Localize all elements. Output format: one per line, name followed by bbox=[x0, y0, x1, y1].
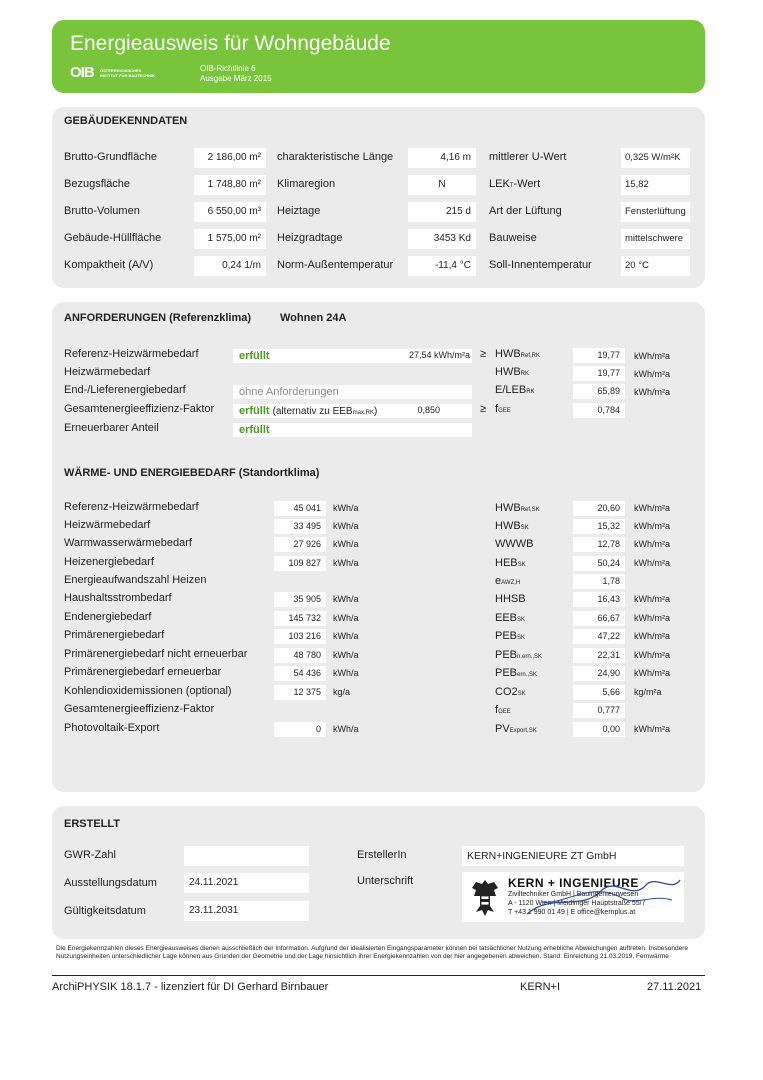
gueltigkeitsdatum-label: Gültigkeitsdatum bbox=[64, 905, 146, 917]
waerme-symbol bbox=[495, 686, 526, 698]
waerme-unit-m2: kWh/m²a bbox=[634, 613, 670, 623]
waerme-value-m2[interactable]: 22,31 bbox=[573, 648, 625, 663]
waerme-value[interactable]: 35 905 bbox=[274, 592, 326, 607]
geb-label-text: LEK bbox=[489, 178, 510, 190]
waerme-symbol bbox=[495, 557, 526, 569]
waerme-unit: kWh/a bbox=[333, 503, 359, 513]
anf-symbol-sub: RK bbox=[526, 389, 535, 395]
waerme-unit-m2: kWh/m²a bbox=[634, 594, 670, 604]
geb-value[interactable]: 15,82 bbox=[621, 175, 690, 195]
waerme-value[interactable]: 145 732 bbox=[274, 611, 326, 626]
waerme-symbol-text: PEB bbox=[495, 630, 518, 642]
waerme-label: Haushaltsstrombedarf bbox=[64, 592, 172, 604]
stamp-line1: Ziviltechniker GmbH | Bauingenieurwesen bbox=[508, 891, 639, 898]
footer-divider bbox=[52, 975, 705, 976]
waerme-symbol bbox=[495, 593, 526, 605]
richtlinie-info bbox=[200, 64, 272, 84]
oib-logo bbox=[70, 64, 155, 84]
geb-value[interactable]: 20 °C bbox=[621, 256, 690, 276]
waerme-value[interactable]: 109 827 bbox=[274, 556, 326, 571]
waerme-symbol-text: PEB bbox=[495, 667, 518, 679]
waerme-label: Primärenergiebedarf erneuerbar bbox=[64, 666, 222, 678]
anf-status-field[interactable] bbox=[233, 385, 472, 399]
waerme-value-m2[interactable]: 50,24 bbox=[573, 556, 625, 571]
geb-value[interactable]: N bbox=[408, 175, 476, 195]
waerme-unit: kWh/a bbox=[333, 631, 359, 641]
anf-status-field[interactable] bbox=[233, 423, 472, 437]
waerme-value[interactable]: 12 375 bbox=[274, 685, 326, 700]
waerme-label: Heizenergiebedarf bbox=[64, 556, 154, 568]
anf-symbol-text: HWB bbox=[495, 366, 521, 378]
waerme-unit-m2: kWh/m²a bbox=[634, 650, 670, 660]
waerme-symbol-text: HWB bbox=[495, 502, 521, 514]
waerme-symbol-sub: Ref,SK bbox=[520, 507, 540, 513]
anf-label: Referenz-Heizwärmebedarf bbox=[64, 348, 199, 360]
geb-label-text: mittlerer U-Wert bbox=[489, 151, 567, 163]
waerme-value-m2[interactable]: 0,777 bbox=[573, 703, 625, 718]
waerme-symbol bbox=[495, 538, 533, 550]
footer-software: ArchiPHYSIK 18.1.7 - lizenziert für DI Gerhard Birnbauer bbox=[52, 981, 329, 993]
gwr-field[interactable] bbox=[184, 846, 309, 866]
waerme-unit: kWh/a bbox=[333, 650, 359, 660]
anf-symbol bbox=[495, 403, 511, 415]
waerme-unit-m2: kWh/m²a bbox=[634, 631, 670, 641]
waerme-value-m2[interactable]: 0,00 bbox=[573, 722, 625, 737]
waerme-value-m2[interactable]: 5,66 bbox=[573, 685, 625, 700]
footer-company: KERN+I bbox=[520, 981, 561, 993]
waerme-symbol bbox=[495, 667, 537, 679]
geb-label: Heiztage bbox=[277, 205, 321, 217]
ge-symbol: ≥ bbox=[480, 403, 487, 415]
waerme-label: Heizwärmebedarf bbox=[64, 519, 151, 531]
anf-symbol bbox=[495, 348, 540, 360]
waerme-unit-m2: kWh/m²a bbox=[634, 724, 670, 734]
waerme-unit-m2: kWh/m²a bbox=[634, 503, 670, 513]
waerme-unit-m2: kWh/m²a bbox=[634, 539, 670, 549]
gwr-label: GWR-Zahl bbox=[64, 849, 116, 861]
waerme-unit-m2: kWh/m²a bbox=[634, 558, 670, 568]
geb-value[interactable]: Fensterlüftung bbox=[621, 202, 690, 222]
waerme-label: Photovoltaik-Export bbox=[64, 722, 160, 734]
waerme-value[interactable]: 0 bbox=[274, 722, 326, 737]
waerme-value[interactable]: 48 780 bbox=[274, 648, 326, 663]
waerme-symbol bbox=[495, 520, 529, 532]
anf-symbol bbox=[495, 366, 529, 378]
waerme-label: Endenergiebedarf bbox=[64, 611, 152, 623]
waerme-value-m2[interactable]: 12,78 bbox=[573, 537, 625, 552]
richtlinie: OIB-Richtlinie 6 bbox=[200, 64, 256, 73]
waerme-value[interactable]: 33 495 bbox=[274, 519, 326, 534]
waerme-symbol-text: EEB bbox=[495, 612, 518, 624]
anf-symbol-sub: GEE bbox=[498, 408, 511, 414]
waerme-symbol bbox=[495, 612, 525, 624]
ausstellungsdatum-field[interactable]: 24.11.2021 bbox=[184, 873, 309, 893]
geb-value[interactable]: mittelschwere bbox=[621, 229, 690, 249]
waerme-symbol-text: WWWB bbox=[495, 538, 534, 550]
geb-value[interactable]: 1 575,00 m² bbox=[194, 229, 266, 249]
document-title: Energieausweis für Wohngebäude bbox=[70, 32, 391, 55]
geb-label bbox=[489, 151, 566, 163]
waerme-value-m2[interactable]: 15,32 bbox=[573, 519, 625, 534]
waerme-symbol-text: HEB bbox=[495, 557, 518, 569]
geb-value[interactable]: 2 186,00 m² bbox=[194, 148, 266, 168]
stamp-line2: A - 1120 Wien | Meidlinger Hauptstraße 55/7 bbox=[508, 900, 646, 907]
anf-status: erfüllt bbox=[239, 405, 270, 417]
waerme-label: Gesamtenergieeffizienz-Faktor bbox=[64, 703, 215, 715]
waerme-symbol-sub: SK bbox=[517, 635, 526, 641]
geb-value[interactable]: 1 748,80 m² bbox=[194, 175, 266, 195]
geb-label: Bezugsfläche bbox=[64, 178, 131, 190]
waerme-unit: kWh/a bbox=[333, 521, 359, 531]
geb-label: Kompaktheit (A/V) bbox=[64, 259, 154, 271]
waerme-symbol bbox=[495, 575, 520, 587]
geb-value[interactable]: 0,325 W/m²K bbox=[621, 148, 690, 168]
stamp-line3: T +43 1 990 01 49 | E office@kernplus.at bbox=[508, 909, 636, 916]
waerme-unit-m2: kg/m²a bbox=[634, 687, 662, 697]
waerme-symbol-text: PEB bbox=[495, 649, 518, 661]
header-banner bbox=[52, 20, 705, 93]
anf-unit: kWh/m²a bbox=[634, 369, 670, 379]
anf-alt-end: ) bbox=[373, 406, 378, 417]
anf-alt-sub: max,RK bbox=[352, 410, 374, 416]
handwritten-signature bbox=[522, 872, 682, 922]
disclaimer-footnote: Die Energiekennzahlen dieses Energieausweises dienen ausschließlich der Information. Aufgrund der idealisierten Eingangsparameter können bei tatsächlicher Nutzung erhebliche Abweichungen auftreten. Insbesondere Nutzungseinheiten unterschiedlicher Lage können aus Gründen der Geometrie und der Lage hinsichtlich ihrer Energiekennzahlen von der hier angegebenen abweichen. Stand: Einreichung 21.03.2019, Fernwärme bbox=[56, 945, 688, 960]
anf-requirement: 27,54 kWh/m²a bbox=[408, 350, 470, 360]
anf-symbol bbox=[495, 384, 535, 396]
geb-label-text: Art der Lüftung bbox=[489, 205, 562, 217]
waerme-symbol-sub: AWZ,H bbox=[501, 580, 521, 586]
waerme-symbol bbox=[495, 649, 542, 661]
waerme-unit: kWh/a bbox=[333, 668, 359, 678]
waerme-unit: kWh/a bbox=[333, 539, 359, 549]
waerme-symbol-text: f bbox=[495, 704, 499, 716]
waerme-symbol-text: e bbox=[495, 575, 502, 587]
anf-label: Erneuerbarer Anteil bbox=[64, 422, 159, 434]
geb-label: charakteristische Länge bbox=[277, 151, 394, 163]
waerme-unit: kWh/a bbox=[333, 613, 359, 623]
waerme-value[interactable]: 27 926 bbox=[274, 537, 326, 552]
ausgabe: Ausgabe März 2015 bbox=[200, 74, 272, 83]
waerme-label: Primärenergiebedarf nicht erneuerbar bbox=[64, 648, 248, 660]
signature-stamp bbox=[462, 872, 684, 922]
waerme-unit: kg/a bbox=[333, 687, 351, 697]
anf-value[interactable]: 19,77 bbox=[573, 348, 625, 363]
waerme-symbol-sub: SK bbox=[517, 617, 526, 623]
waerme-symbol-text: PV bbox=[495, 723, 510, 735]
geb-label: Gebäude-Hüllfläche bbox=[64, 232, 162, 244]
geb-value[interactable]: -11,4 °C bbox=[408, 256, 476, 276]
anf-unit: kWh/m²a bbox=[634, 387, 670, 397]
anf-symbol-text: E/LEB bbox=[495, 384, 527, 396]
geb-label-after: -Wert bbox=[513, 178, 541, 190]
geb-label: Heizgradtage bbox=[277, 232, 343, 244]
waerme-symbol bbox=[495, 502, 540, 514]
geb-label bbox=[489, 259, 592, 271]
geb-value[interactable]: 6 550,00 m³ bbox=[194, 202, 266, 222]
waerme-label: Warmwasserwärmebedarf bbox=[64, 537, 192, 549]
waerme-symbol-sub: SK bbox=[520, 525, 529, 531]
geb-label: Norm-Außentemperatur bbox=[277, 259, 394, 271]
geb-label: Klimaregion bbox=[277, 178, 336, 190]
anforderungen-usage: Wohnen 24A bbox=[280, 312, 347, 324]
geb-label bbox=[489, 178, 540, 190]
oib-logo-subtext: ÖSTERREICHISCHES INSTITUT FÜR BAUTECHNIK bbox=[100, 68, 155, 78]
stamp-company: KERN + INGENIEURE bbox=[508, 876, 639, 890]
waerme-label: Energieaufwandszahl Heizen bbox=[64, 574, 207, 586]
waerme-symbol-text: CO2 bbox=[495, 686, 518, 698]
anf-status: ohne Anforderungen bbox=[239, 386, 339, 398]
waerme-value-m2[interactable]: 24,90 bbox=[573, 666, 625, 681]
geb-label-text: Soll-Innentemperatur bbox=[489, 259, 592, 271]
waerme-value[interactable]: 54 436 bbox=[274, 666, 326, 681]
waerme-unit: kWh/a bbox=[333, 724, 359, 734]
waerme-symbol bbox=[495, 723, 537, 735]
waerme-symbol-text: HWB bbox=[495, 520, 521, 532]
waerme-symbol-sub: SK bbox=[517, 562, 526, 568]
waerme-title: WÄRME- UND ENERGIEBEDARF (Standortklima) bbox=[64, 467, 320, 479]
geb-label bbox=[489, 232, 537, 244]
waerme-value-m2[interactable]: 66,67 bbox=[573, 611, 625, 626]
anf-symbol-sub: Ref,RK bbox=[520, 353, 541, 359]
ge-symbol: ≥ bbox=[480, 348, 487, 360]
waerme-unit-m2: kWh/m²a bbox=[634, 668, 670, 678]
waerme-unit: kWh/a bbox=[333, 558, 359, 568]
austria-eagle-icon bbox=[468, 876, 502, 918]
anf-unit: kWh/m²a bbox=[634, 351, 670, 361]
geb-label: Brutto-Volumen bbox=[64, 205, 140, 217]
anf-value[interactable]: 65,89 bbox=[573, 384, 625, 399]
unterschrift-label: Unterschrift bbox=[357, 875, 414, 887]
ersteller-field[interactable]: KERN+INGENIEURE ZT GmbH bbox=[462, 846, 684, 866]
waerme-value[interactable]: 103 216 bbox=[274, 629, 326, 644]
anf-label: Heizwärmebedarf bbox=[64, 366, 151, 378]
oib-logo-text: OIB bbox=[70, 64, 94, 81]
gueltigkeitsdatum-field[interactable]: 23.11.2031 bbox=[184, 901, 309, 921]
waerme-value[interactable]: 45 041 bbox=[274, 501, 326, 516]
anf-symbol-sub: RK bbox=[520, 371, 530, 377]
anf-status: erfüllt bbox=[239, 424, 270, 436]
anf-alt: (alternativ zu EEB bbox=[272, 406, 353, 417]
ausstellungsdatum-label: Ausstellungsdatum bbox=[64, 877, 157, 889]
anf-symbol-text: HWB bbox=[495, 348, 521, 360]
waerme-symbol bbox=[495, 704, 511, 716]
waerme-symbol-text: HHSB bbox=[495, 593, 526, 605]
anf-label: End-/Lieferenergiebedarf bbox=[64, 384, 186, 396]
waerme-symbol-sub: n.ern.,SK bbox=[517, 654, 543, 660]
anf-symbol-text: f bbox=[495, 403, 499, 415]
waerme-label: Primärenergiebedarf bbox=[64, 629, 165, 641]
waerme-symbol-sub: ern.,SK bbox=[517, 672, 538, 678]
waerme-value-m2[interactable]: 16,43 bbox=[573, 592, 625, 607]
waerme-symbol-sub: Export,SK bbox=[509, 728, 537, 734]
erstellt-title: ERSTELLT bbox=[64, 818, 121, 830]
waerme-unit: kWh/a bbox=[333, 594, 359, 604]
waerme-value-m2[interactable]: 20,60 bbox=[573, 501, 625, 516]
waerme-label: Kohlendioxidemissionen (optional) bbox=[64, 685, 232, 697]
anf-status: erfüllt bbox=[239, 350, 270, 362]
anf-requirement: 0,850 bbox=[417, 405, 440, 415]
waerme-symbol-sub: GEE bbox=[498, 709, 511, 715]
geb-label: Brutto-Grundfläche bbox=[64, 151, 157, 163]
anf-label: Gesamtenergieeffizienz-Faktor bbox=[64, 403, 215, 415]
anf-value[interactable]: 19,77 bbox=[573, 366, 625, 381]
waerme-label: Referenz-Heizwärmebedarf bbox=[64, 501, 199, 513]
geb-value[interactable]: 0,24 1/m bbox=[194, 256, 266, 276]
geb-label-sub: T bbox=[509, 183, 514, 189]
waerme-value-m2[interactable]: 1,78 bbox=[573, 574, 625, 589]
geb-label bbox=[489, 205, 562, 217]
waerme-symbol-sub: SK bbox=[517, 691, 526, 697]
waerme-value-m2[interactable]: 47,22 bbox=[573, 629, 625, 644]
geb-value[interactable]: 215 d bbox=[408, 202, 476, 222]
waerme-symbol bbox=[495, 630, 525, 642]
geb-value[interactable]: 4,16 m bbox=[408, 148, 476, 168]
gebaeudekenndaten-title: GEBÄUDEKENNDATEN bbox=[64, 115, 188, 127]
ersteller-label: ErstellerIn bbox=[357, 849, 407, 861]
footer-date: 27.11.2021 bbox=[647, 981, 702, 993]
waerme-unit-m2: kWh/m²a bbox=[634, 521, 670, 531]
geb-value[interactable]: 3453 Kd bbox=[408, 229, 476, 249]
geb-label-text: Bauweise bbox=[489, 232, 537, 244]
anf-value[interactable]: 0,784 bbox=[573, 403, 625, 418]
anforderungen-title: ANFORDERUNGEN (Referenzklima) bbox=[64, 312, 252, 324]
